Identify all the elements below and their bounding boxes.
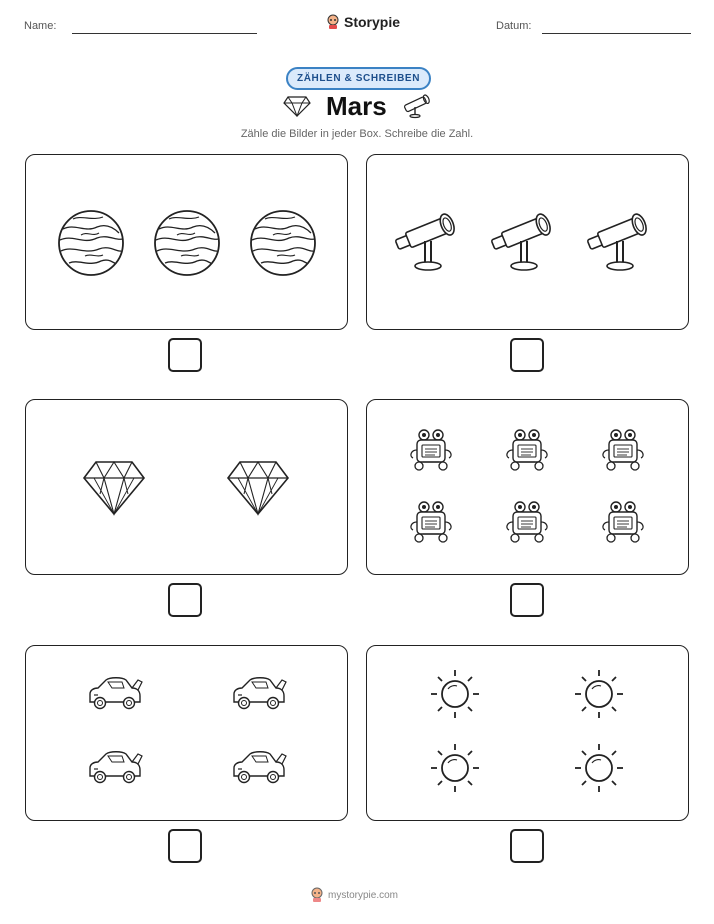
robot-icon bbox=[411, 502, 451, 542]
robot-icon bbox=[603, 502, 643, 542]
answer-box-4[interactable] bbox=[510, 583, 544, 617]
storypie-mascot-icon bbox=[310, 887, 324, 903]
planet-icon bbox=[59, 211, 123, 275]
car-icon bbox=[90, 752, 142, 783]
planet-icon bbox=[155, 211, 219, 275]
answer-box-3[interactable] bbox=[168, 583, 202, 617]
count-box-2 bbox=[366, 154, 689, 330]
telescope-icon bbox=[400, 93, 434, 119]
count-box-5 bbox=[25, 645, 348, 821]
sun-icon bbox=[431, 744, 479, 792]
name-label: Name: bbox=[24, 20, 57, 32]
planets-group bbox=[26, 155, 346, 327]
robot-icon bbox=[507, 502, 547, 542]
telescope-icon bbox=[585, 212, 649, 270]
instructions: Zähle die Bilder in jeder Box. Schreibe die Zahl. bbox=[240, 128, 474, 140]
diamond-icon bbox=[84, 462, 144, 514]
telescope-icon bbox=[393, 212, 457, 270]
car-icon bbox=[234, 678, 286, 709]
count-box-1 bbox=[25, 154, 348, 330]
car-icon bbox=[234, 752, 286, 783]
date-line[interactable] bbox=[542, 33, 691, 34]
answer-box-1[interactable] bbox=[168, 338, 202, 372]
count-box-3 bbox=[25, 399, 348, 575]
answer-box-5[interactable] bbox=[168, 829, 202, 863]
robot-icon bbox=[411, 430, 451, 470]
answer-box-6[interactable] bbox=[510, 829, 544, 863]
diamond-icon bbox=[228, 462, 288, 514]
diamond-icon bbox=[283, 95, 311, 117]
robots-group bbox=[367, 400, 687, 572]
sun-icon bbox=[575, 744, 623, 792]
suns-group bbox=[367, 646, 687, 818]
footer-site[interactable]: mystorypie.com bbox=[328, 889, 399, 901]
count-box-4 bbox=[366, 399, 689, 575]
sun-icon bbox=[575, 670, 623, 718]
robot-icon bbox=[603, 430, 643, 470]
brand-name: Storypie bbox=[344, 14, 401, 30]
storypie-mascot-icon bbox=[326, 14, 340, 30]
footer bbox=[310, 887, 398, 903]
telescope-icon bbox=[489, 212, 553, 270]
page-title: Mars bbox=[326, 91, 387, 121]
planet-icon bbox=[251, 211, 315, 275]
count-box-6 bbox=[366, 645, 689, 821]
telescopes-group bbox=[367, 155, 687, 327]
sun-icon bbox=[431, 670, 479, 718]
date-label: Datum: bbox=[496, 20, 532, 32]
robot-icon bbox=[507, 430, 547, 470]
worksheet-badge: ZÄHLEN & SCHREIBEN bbox=[286, 67, 431, 90]
brand-logo bbox=[326, 14, 400, 30]
name-line[interactable] bbox=[72, 33, 257, 34]
diamonds-group bbox=[26, 400, 346, 572]
answer-box-2[interactable] bbox=[510, 338, 544, 372]
car-icon bbox=[90, 678, 142, 709]
cars-group bbox=[26, 646, 346, 818]
